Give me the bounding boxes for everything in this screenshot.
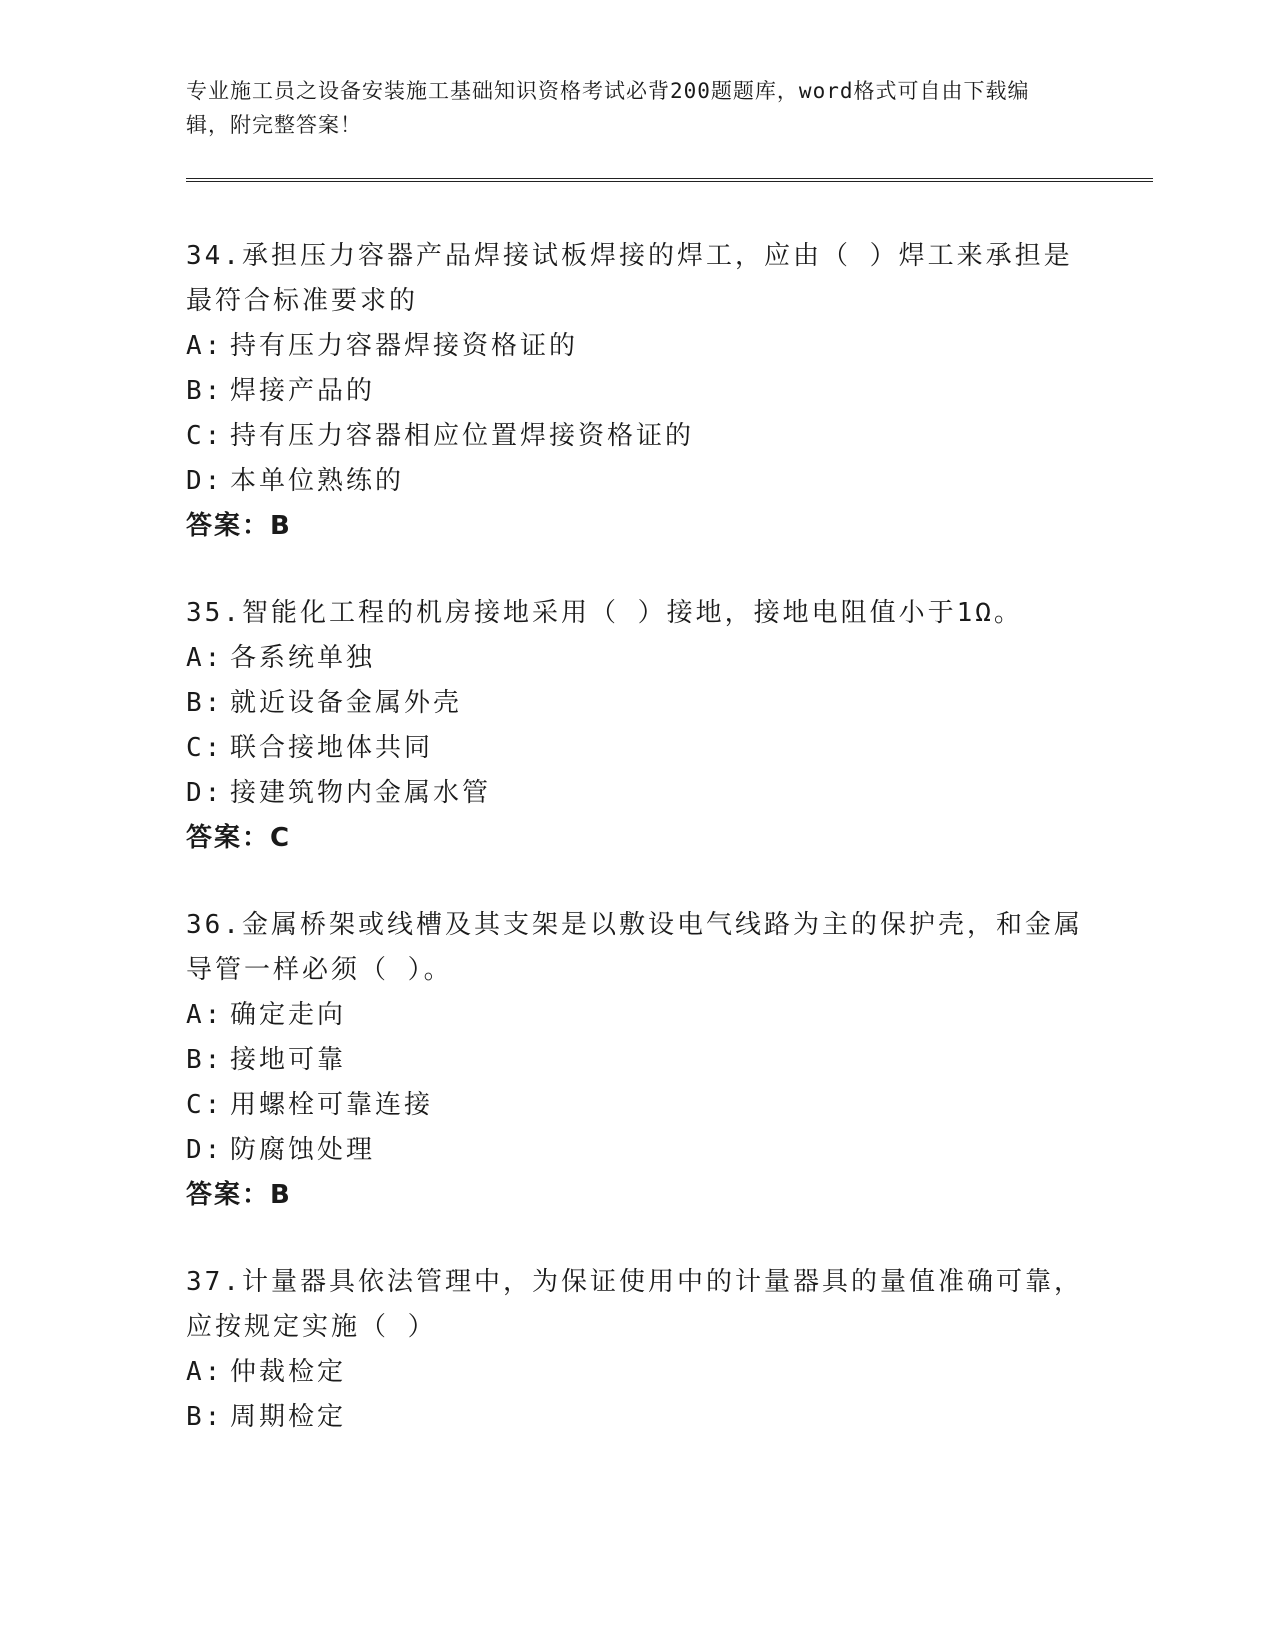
option-text: 确定走向	[230, 1000, 347, 1030]
option-letter: C:	[186, 733, 224, 763]
option-letter: C:	[186, 421, 224, 451]
option-letter: B:	[186, 1045, 224, 1075]
question-text: 36.金属桥架或线槽及其支架是以敷设电气线路为主的保护壳，和金属导管一样必须（ ）。	[186, 910, 1083, 985]
option-a	[186, 993, 1086, 1038]
option-b	[186, 369, 1086, 414]
option-c	[186, 1083, 1086, 1128]
option-text: 接建筑物内金属水管	[230, 778, 492, 808]
question-list	[186, 234, 1086, 1482]
option-d	[186, 459, 1086, 504]
option-letter: C:	[186, 1090, 224, 1120]
option-b	[186, 681, 1086, 726]
option-letter: A:	[186, 1000, 224, 1030]
question-37	[186, 1260, 1086, 1440]
question-text: 37.计量器具依法管理中，为保证使用中的计量器具的量值准确可靠，应按规定实施（ ）	[186, 1267, 1083, 1342]
option-text: 持有压力容器焊接资格证的	[230, 331, 579, 361]
option-text: 本单位熟练的	[230, 466, 405, 496]
option-letter: B:	[186, 376, 224, 406]
option-b	[186, 1038, 1086, 1083]
question-36	[186, 903, 1086, 1218]
option-letter: B:	[186, 688, 224, 718]
document-header: 专业施工员之设备安装施工基础知识资格考试必背200题题库，word格式可自由下载编辑，附完整答案！	[186, 79, 1030, 137]
option-text: 用螺栓可靠连接	[230, 1090, 434, 1120]
answer-line: 答案：B	[186, 1180, 292, 1210]
option-letter: A:	[186, 643, 224, 673]
option-letter: D:	[186, 1135, 224, 1165]
question-35	[186, 591, 1086, 861]
option-text: 持有压力容器相应位置焊接资格证的	[230, 421, 695, 451]
question-34	[186, 234, 1086, 549]
option-a	[186, 636, 1086, 681]
question-text: 34.承担压力容器产品焊接试板焊接的焊工，应由（ ）焊工来承担是最符合标准要求的	[186, 241, 1073, 316]
option-text: 仲裁检定	[230, 1357, 347, 1387]
answer-line: 答案：B	[186, 511, 292, 541]
option-c	[186, 414, 1086, 459]
option-text: 周期检定	[230, 1402, 347, 1432]
option-d	[186, 771, 1086, 816]
question-text: 35.智能化工程的机房接地采用（ ）接地，接地电阻值小于1Ω。	[186, 598, 1023, 628]
option-text: 各系统单独	[230, 643, 376, 673]
option-text: 就近设备金属外壳	[230, 688, 463, 718]
option-text: 防腐蚀处理	[230, 1135, 376, 1165]
option-text: 焊接产品的	[230, 376, 376, 406]
option-a	[186, 324, 1086, 369]
option-text: 接地可靠	[230, 1045, 347, 1075]
option-letter: A:	[186, 331, 224, 361]
option-letter: D:	[186, 466, 224, 496]
option-b	[186, 1395, 1086, 1440]
option-letter: D:	[186, 778, 224, 808]
option-a	[186, 1350, 1086, 1395]
option-text: 联合接地体共同	[230, 733, 434, 763]
option-d	[186, 1128, 1086, 1173]
answer-line: 答案：C	[186, 823, 292, 853]
option-letter: A:	[186, 1357, 224, 1387]
option-c	[186, 726, 1086, 771]
option-letter: B:	[186, 1402, 224, 1432]
header-divider	[186, 178, 1153, 182]
